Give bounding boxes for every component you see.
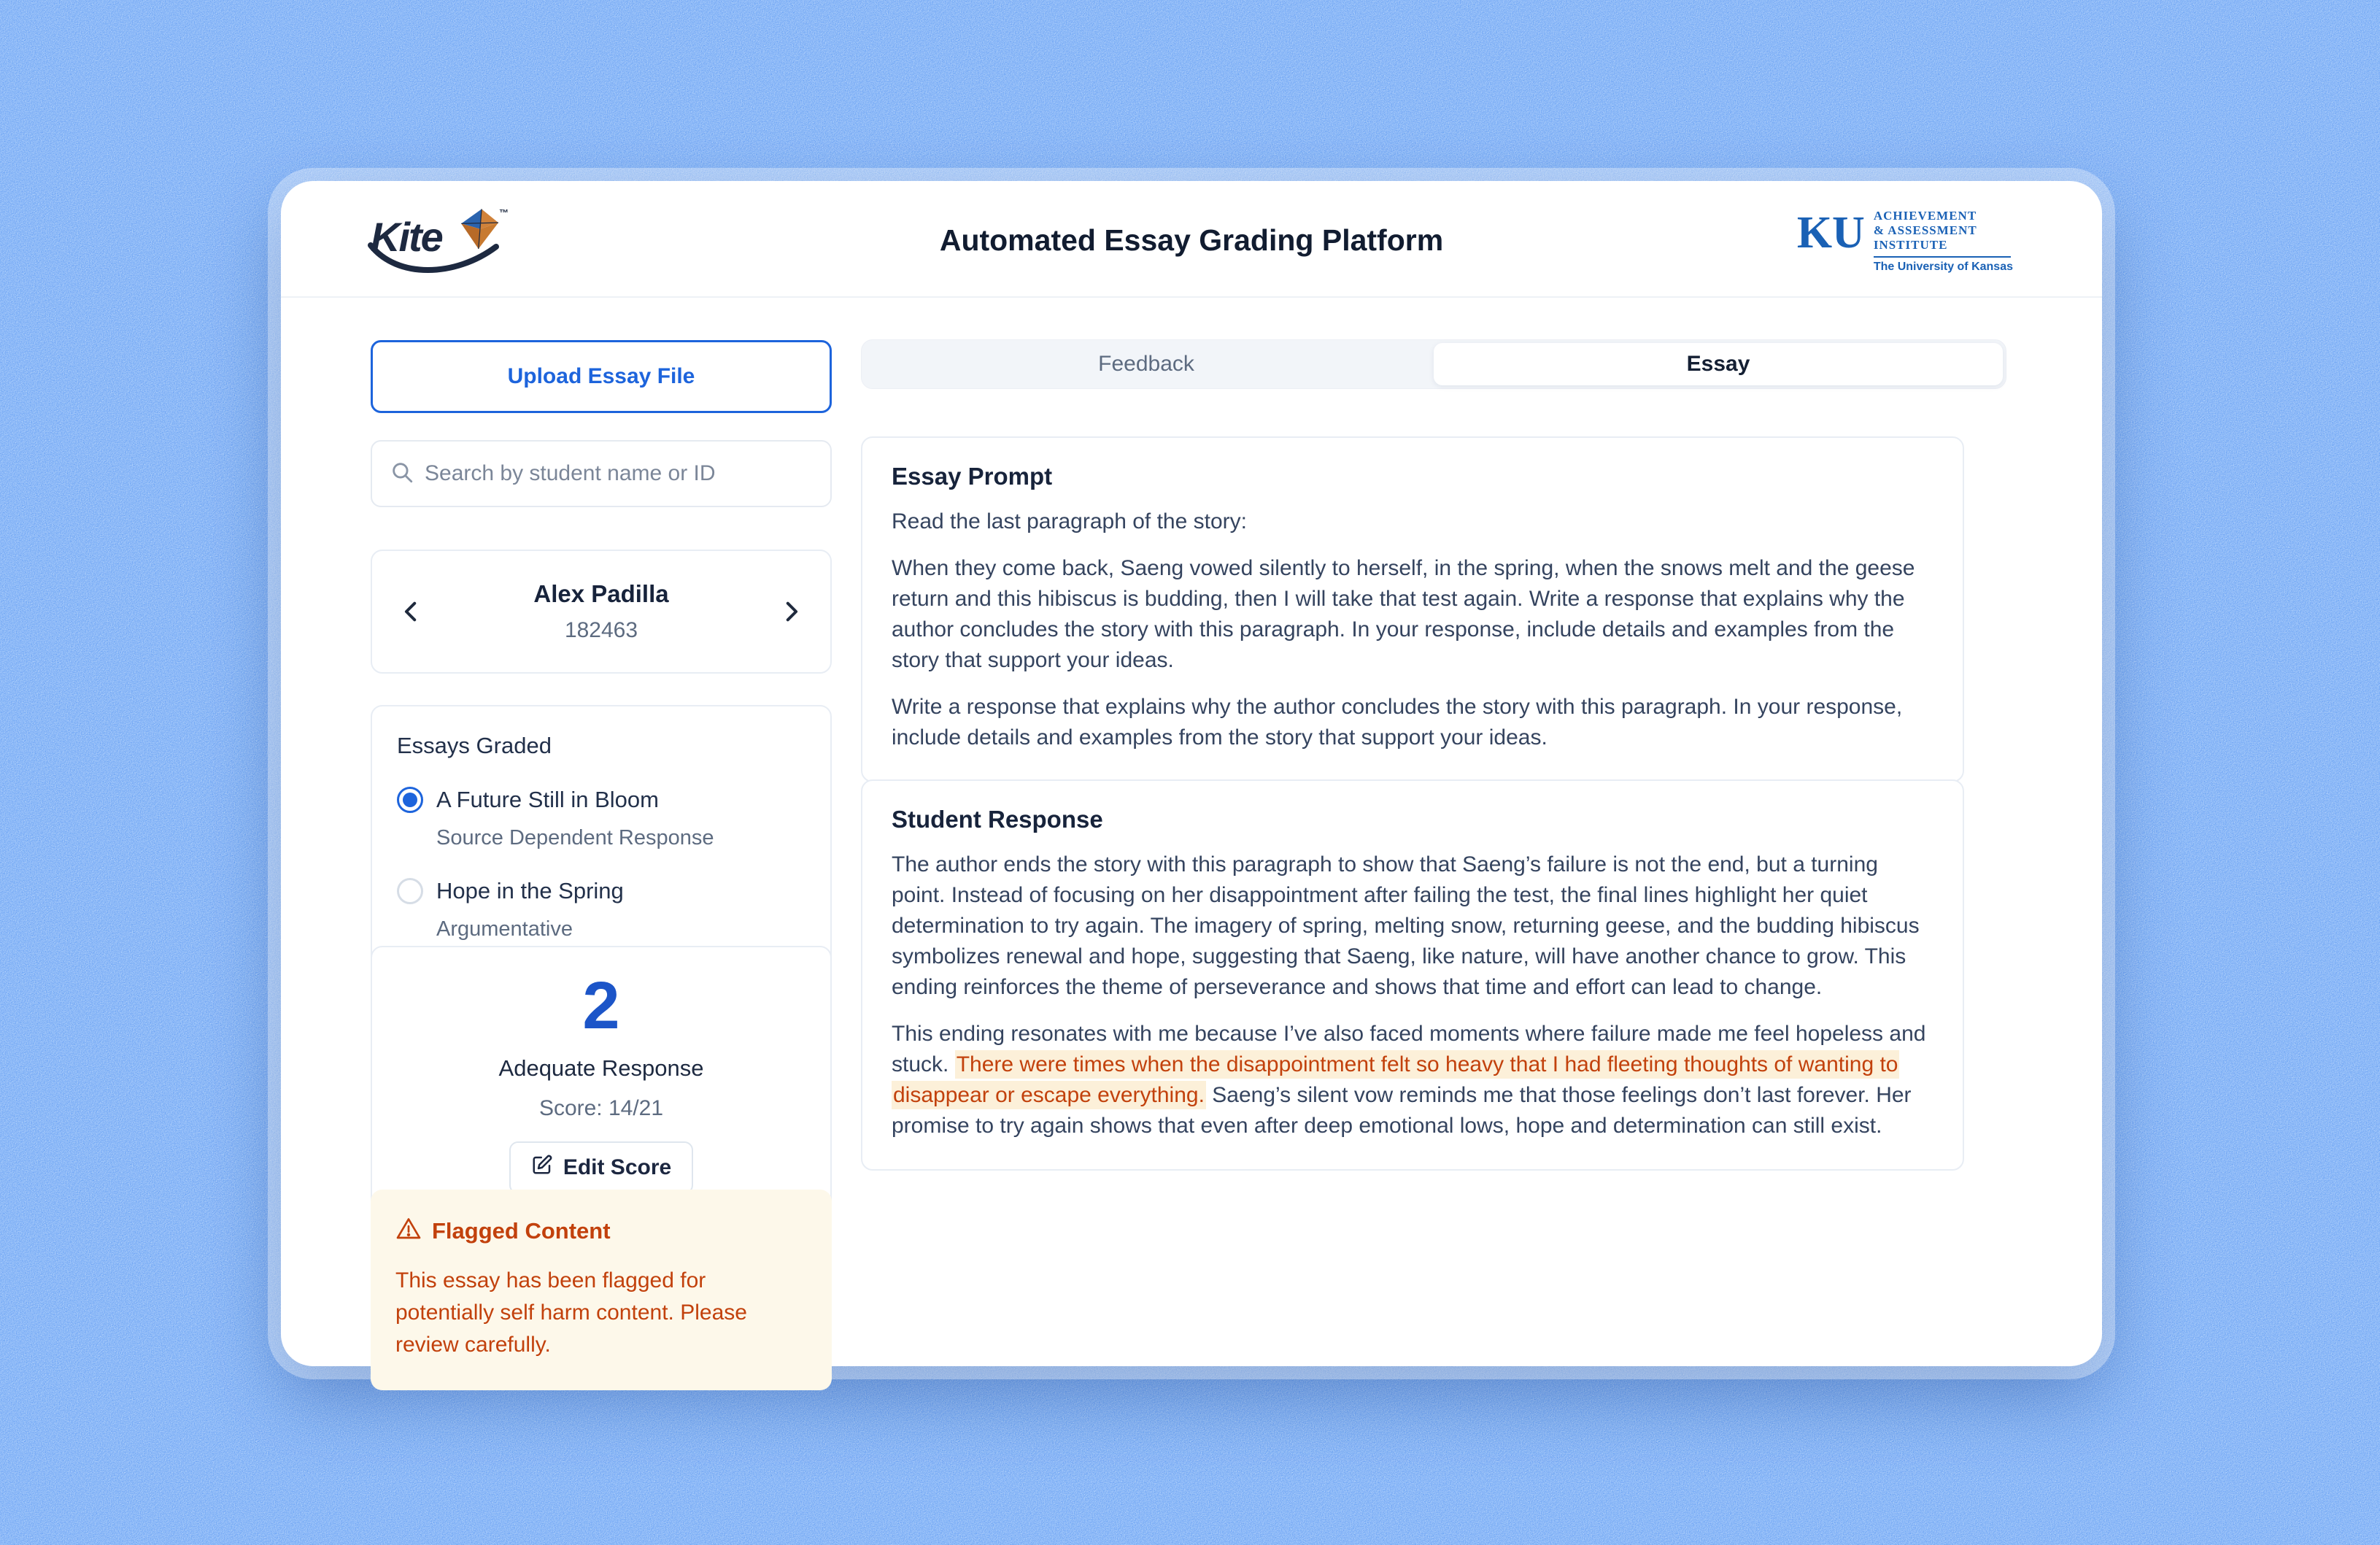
kite-swoosh (368, 241, 506, 282)
score-detail: Score: 14/21 (538, 1096, 664, 1120)
ku-line-2: & ASSESSMENT (1873, 223, 1977, 237)
student-response-card (861, 779, 1964, 1171)
response-text-after-highlight: Saeng’s silent vow reminds me that those feelings don’t last forever. Her promise to try again shows that even after deep emotional lows, hope and determination can still exist. (892, 1083, 1912, 1138)
upload-essay-button[interactable] (371, 340, 832, 413)
student-navigator (371, 550, 832, 674)
edit-score-label: Edit Score (563, 1155, 672, 1179)
ku-line-3: INSTITUTE (1873, 238, 1948, 252)
tab-essay-label: Essay (1686, 352, 1750, 376)
essay-prompt-title: Essay Prompt (892, 463, 1053, 490)
ku-line-1: ACHIEVEMENT (1873, 209, 1977, 223)
essay-option-type: Argumentative (436, 917, 573, 941)
radio-selected-icon[interactable] (397, 787, 423, 813)
tab-feedback-label: Feedback (1098, 352, 1194, 376)
score-card (371, 946, 832, 1222)
radio-unselected-icon[interactable] (397, 878, 423, 904)
feedback-essay-tabs (861, 339, 2006, 389)
kite-logo (371, 207, 590, 280)
tab-feedback[interactable] (862, 340, 1431, 388)
student-search (371, 440, 832, 507)
flagged-content-alert (371, 1190, 832, 1390)
essays-graded-title: Essays Graded (397, 733, 552, 758)
upload-essay-label: Upload Essay File (507, 364, 695, 388)
essay-option-label: Hope in the Spring (436, 878, 624, 904)
essay-option-type: Source Dependent Response (436, 826, 714, 849)
flagged-text-highlight: There were times when the disappointment felt so heavy that I had fleeting thoughts of wanting to disappear or escape everything. (892, 1050, 1899, 1109)
search-input[interactable] (425, 461, 813, 486)
ku-logo (1797, 209, 2013, 274)
kite-trademark: ™ (499, 207, 509, 218)
search-icon (390, 460, 414, 488)
edit-score-button[interactable] (509, 1141, 693, 1194)
essay-prompt-card (861, 436, 1964, 782)
score-label: Adequate Response (498, 1055, 704, 1081)
student-response-title: Student Response (892, 806, 1103, 833)
essay-prompt-paragraph-3: Write a response that explains why the author concludes the story with this paragraph. In your response, include details and examples from the story that support your ideas. (892, 695, 1903, 750)
kite-logo-text: Kite (371, 214, 442, 260)
tab-essay[interactable] (1434, 343, 2003, 385)
chevron-right-icon[interactable] (770, 591, 811, 632)
essay-prompt-paragraph-2: When they come back, Saeng vowed silently to herself, in the spring, when the snows melt and the geese return and this hibiscus is budding, then I will take that test again. Write a response that explains why the author concludes the story with this paragraph. In your response, include details and examples from the story that support your ideas. (892, 556, 1915, 672)
page-title: Automated Essay Grading Platform (939, 223, 1444, 257)
app-window (281, 181, 2102, 1366)
flagged-content-message: This essay has been flagged for potentially self harm content. Please review carefully. (395, 1268, 747, 1357)
student-response-paragraph-1: The author ends the story with this paragraph to show that Saeng’s failure is not the end, but a turning point. Instead of focusing on her disappointment after failing the test, the final lines highlight her quiet determination to try again. The imagery of spring, melting snow, returning geese, and the budding hibiscus symbolizes renewal and hope, suggesting that Saeng, like nature, will have another chance to grow. This ending reinforces the theme of perseverance and shows that time and effort can lead to change. (892, 852, 1920, 999)
edit-icon (531, 1154, 553, 1182)
essay-option-hope-in-the-spring[interactable] (397, 876, 805, 941)
ku-initials: KU (1796, 208, 1865, 258)
flagged-content-title: Flagged Content (432, 1217, 611, 1244)
ku-divider (1874, 256, 2011, 258)
essays-graded-card (371, 705, 832, 972)
response-text-before-highlight: This ending resonates with me because I’ve also faced moments where failure made me feel hopeless and stuck. (892, 1022, 1926, 1076)
essay-option-label: A Future Still in Bloom (436, 787, 659, 812)
student-id: 182463 (564, 618, 638, 642)
student-response-paragraph-2 (892, 1019, 1933, 1141)
essay-option-a-future-still-in-bloom[interactable] (397, 785, 805, 850)
essay-prompt-paragraph-1: Read the last paragraph of the story: (892, 509, 1247, 533)
warning-icon (395, 1216, 422, 1246)
score-value: 2 (582, 968, 620, 1043)
app-header (281, 181, 2102, 298)
student-name: Alex Padilla (533, 580, 669, 607)
ku-tagline: The University of Kansas (1873, 261, 2013, 273)
chevron-left-icon[interactable] (391, 591, 432, 632)
